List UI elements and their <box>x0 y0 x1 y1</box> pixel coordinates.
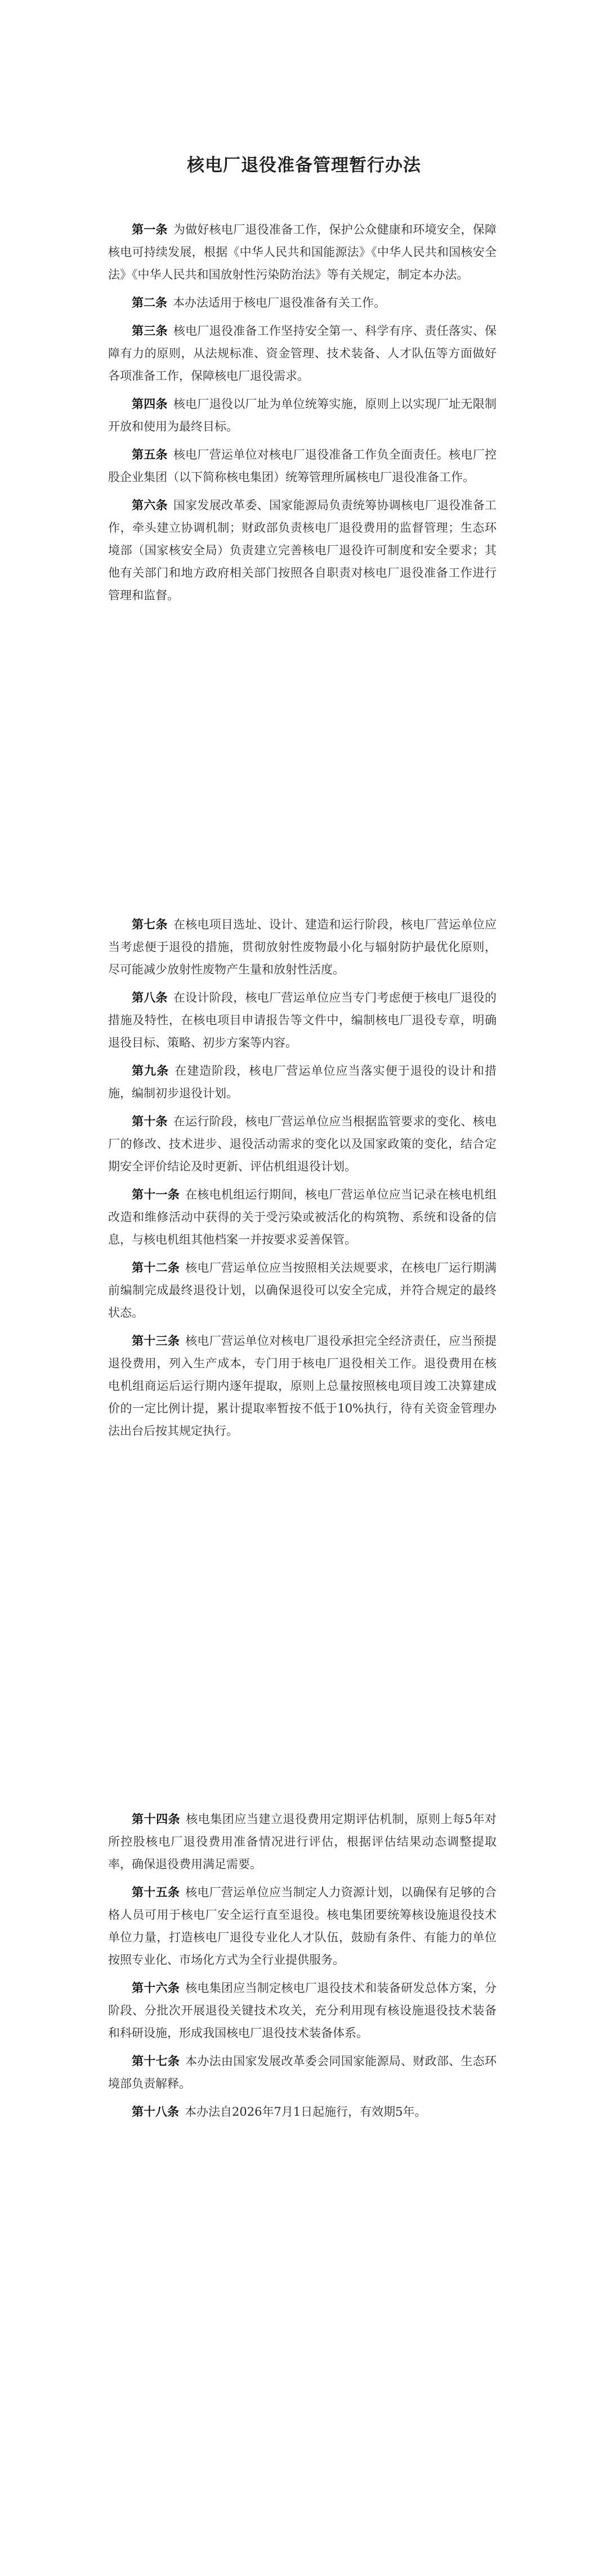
article-text: 核电厂营运单位应当按照相关法规要求，在核电厂运行期满前编制完成最终退役计划，以确保退役可以安全完成，并符合规定的最终状态。 <box>108 1261 497 1320</box>
article-5 <box>108 443 497 488</box>
article-label: 第六条 <box>132 498 168 512</box>
article-group-2 <box>108 913 497 1448</box>
article-group-1 <box>108 218 497 612</box>
article-label: 第八条 <box>132 990 168 1004</box>
article-text: 核电厂营运单位对核电厂退役准备工作负全面责任。核电厂控股企业集团（以下简称核电集团）统筹管理所属核电厂退役准备工作。 <box>108 448 497 484</box>
article-14 <box>108 1808 497 1875</box>
article-17 <box>108 2050 497 2095</box>
article-label: 第十四条 <box>132 1812 181 1826</box>
article-10 <box>108 1110 497 1178</box>
article-13 <box>108 1330 497 1442</box>
article-6 <box>108 494 497 607</box>
article-group-3 <box>108 1808 497 2129</box>
article-11 <box>108 1183 497 1251</box>
article-text: 在运行阶段，核电厂营运单位应当根据监管要求的变化、核电厂的修改、技术进步、退役活动需求的变化以及国家政策的变化，结合定期安全评价结论及时更新、评估机组退役计划。 <box>108 1115 497 1173</box>
article-text: 核电厂营运单位对核电厂退役承担完全经济责任，应当预提退役费用，列入生产成本，专门用于核电厂退役相关工作。退役费用在核电机组商运后运行期内逐年提取，原则上总量按照核电项目竣工决算建成价的一定比例计提，累计提取率暂按不低于10%执行，待有关资金管理办法出台后按其规定执行。 <box>108 1334 497 1438</box>
article-7 <box>108 913 497 981</box>
article-text: 本办法由国家发展改革委会同国家能源局、财政部、生态环境部负责解释。 <box>108 2054 497 2090</box>
article-text: 核电厂退役以厂址为单位统筹实施，原则上以实现厂址无限制开放和使用为最终目标。 <box>108 397 497 433</box>
article-label: 第三条 <box>132 324 168 338</box>
article-text: 在核电机组运行期间，核电厂营运单位应当记录在核电机组改造和维修活动中获得的关于受污染或被活化的构筑物、系统和设备的信息，与核电机组其他档案一并按要求妥善保管。 <box>108 1188 497 1246</box>
article-label: 第十八条 <box>132 2104 179 2119</box>
article-9 <box>108 1060 497 1105</box>
article-label: 第十三条 <box>132 1334 180 1348</box>
document-title: 核电厂退役准备管理暂行办法 <box>187 155 421 176</box>
article-text: 为做好核电厂退役准备工作，保护公众健康和环境安全，保障核电可持续发展，根据《中华人民共和国能源法》《中华人民共和国核安全法》《中华人民共和国放射性污染防治法》等有关规定，制定本办法。 <box>108 223 497 281</box>
article-label: 第十一条 <box>132 1187 180 1201</box>
article-text: 核电厂退役准备工作坚持安全第一、科学有序、责任落实、保障有力的原则，从法规标准、资金管理、技术装备、人才队伍等方面做好各项准备工作，保障核电厂退役需求。 <box>108 324 497 383</box>
article-3 <box>108 320 497 387</box>
article-label: 第十条 <box>132 1114 168 1128</box>
article-text: 在设计阶段，核电厂营运单位应当专门考虑便于核电厂退役的措施及特性，在核电项目申请报告等文件中，编制核电厂退役专章，明确退役目标、策略、初步方案等内容。 <box>108 991 497 1049</box>
article-18 <box>108 2101 497 2123</box>
article-text: 国家发展改革委、国家能源局负责统筹协调核电厂退役准备工作，牵头建立协调机制；财政部负责核电厂退役费用的监督管理；生态环境部（国家核安全局）负责建立完善核电厂退役许可制度和安全要求；其他有关部门和地方政府相关部门按照各自职责对核电厂退役准备工作进行管理和监督。 <box>108 499 497 602</box>
article-label: 第十七条 <box>132 2054 180 2068</box>
article-text: 核电集团应当建立退役费用定期评估机制，原则上每5年对所控股核电厂退役费用准备情况进行评估，根据评估结果动态调整提取率，确保退役费用满足需要。 <box>108 1812 497 1871</box>
article-16 <box>108 1977 497 2044</box>
article-label: 第七条 <box>132 917 168 931</box>
article-text: 本办法适用于核电厂退役准备有关工作。 <box>173 296 386 309</box>
article-label: 第一条 <box>132 222 168 236</box>
article-label: 第十二条 <box>132 1260 180 1274</box>
article-label: 第十六条 <box>132 1981 180 1995</box>
article-text: 本办法自2026年7月1日起施行，有效期5年。 <box>185 2105 427 2119</box>
article-4 <box>108 393 497 438</box>
article-text: 在建造阶段，核电厂营运单位应当落实便于退役的设计和措施，编制初步退役计划。 <box>108 1064 497 1100</box>
article-8 <box>108 986 497 1054</box>
article-15 <box>108 1881 497 1971</box>
article-label: 第九条 <box>132 1063 169 1078</box>
article-1 <box>108 218 497 286</box>
article-label: 第五条 <box>132 447 168 461</box>
article-label: 第二条 <box>132 295 167 309</box>
article-text: 核电厂营运单位应当制定人力资源计划，以确保有足够的合格人员可用于核电厂安全运行直至退役。核电集团要统筹核设施退役技术单位力量，打造核电厂退役专业化人才队伍，鼓励有条件、有能力的单位按照专业化、市场化方式为全行业提供服务。 <box>108 1886 497 1967</box>
article-12 <box>108 1256 497 1324</box>
article-2 <box>108 291 497 314</box>
article-text: 核电集团应当制定核电厂退役技术和装备研发总体方案，分阶段、分批次开展退役关键技术攻关，充分利用现有核设施退役技术装备和科研设施，形成我国核电厂退役技术装备体系。 <box>108 1981 497 2040</box>
article-label: 第十五条 <box>132 1885 180 1899</box>
article-text: 在核电项目选址、设计、建造和运行阶段，核电厂营运单位应当考虑便于退役的措施，贯彻放射性废物最小化与辐射防护最优化原则，尽可能减少放射性废物产生量和放射性活度。 <box>108 918 497 976</box>
article-label: 第四条 <box>132 397 168 411</box>
